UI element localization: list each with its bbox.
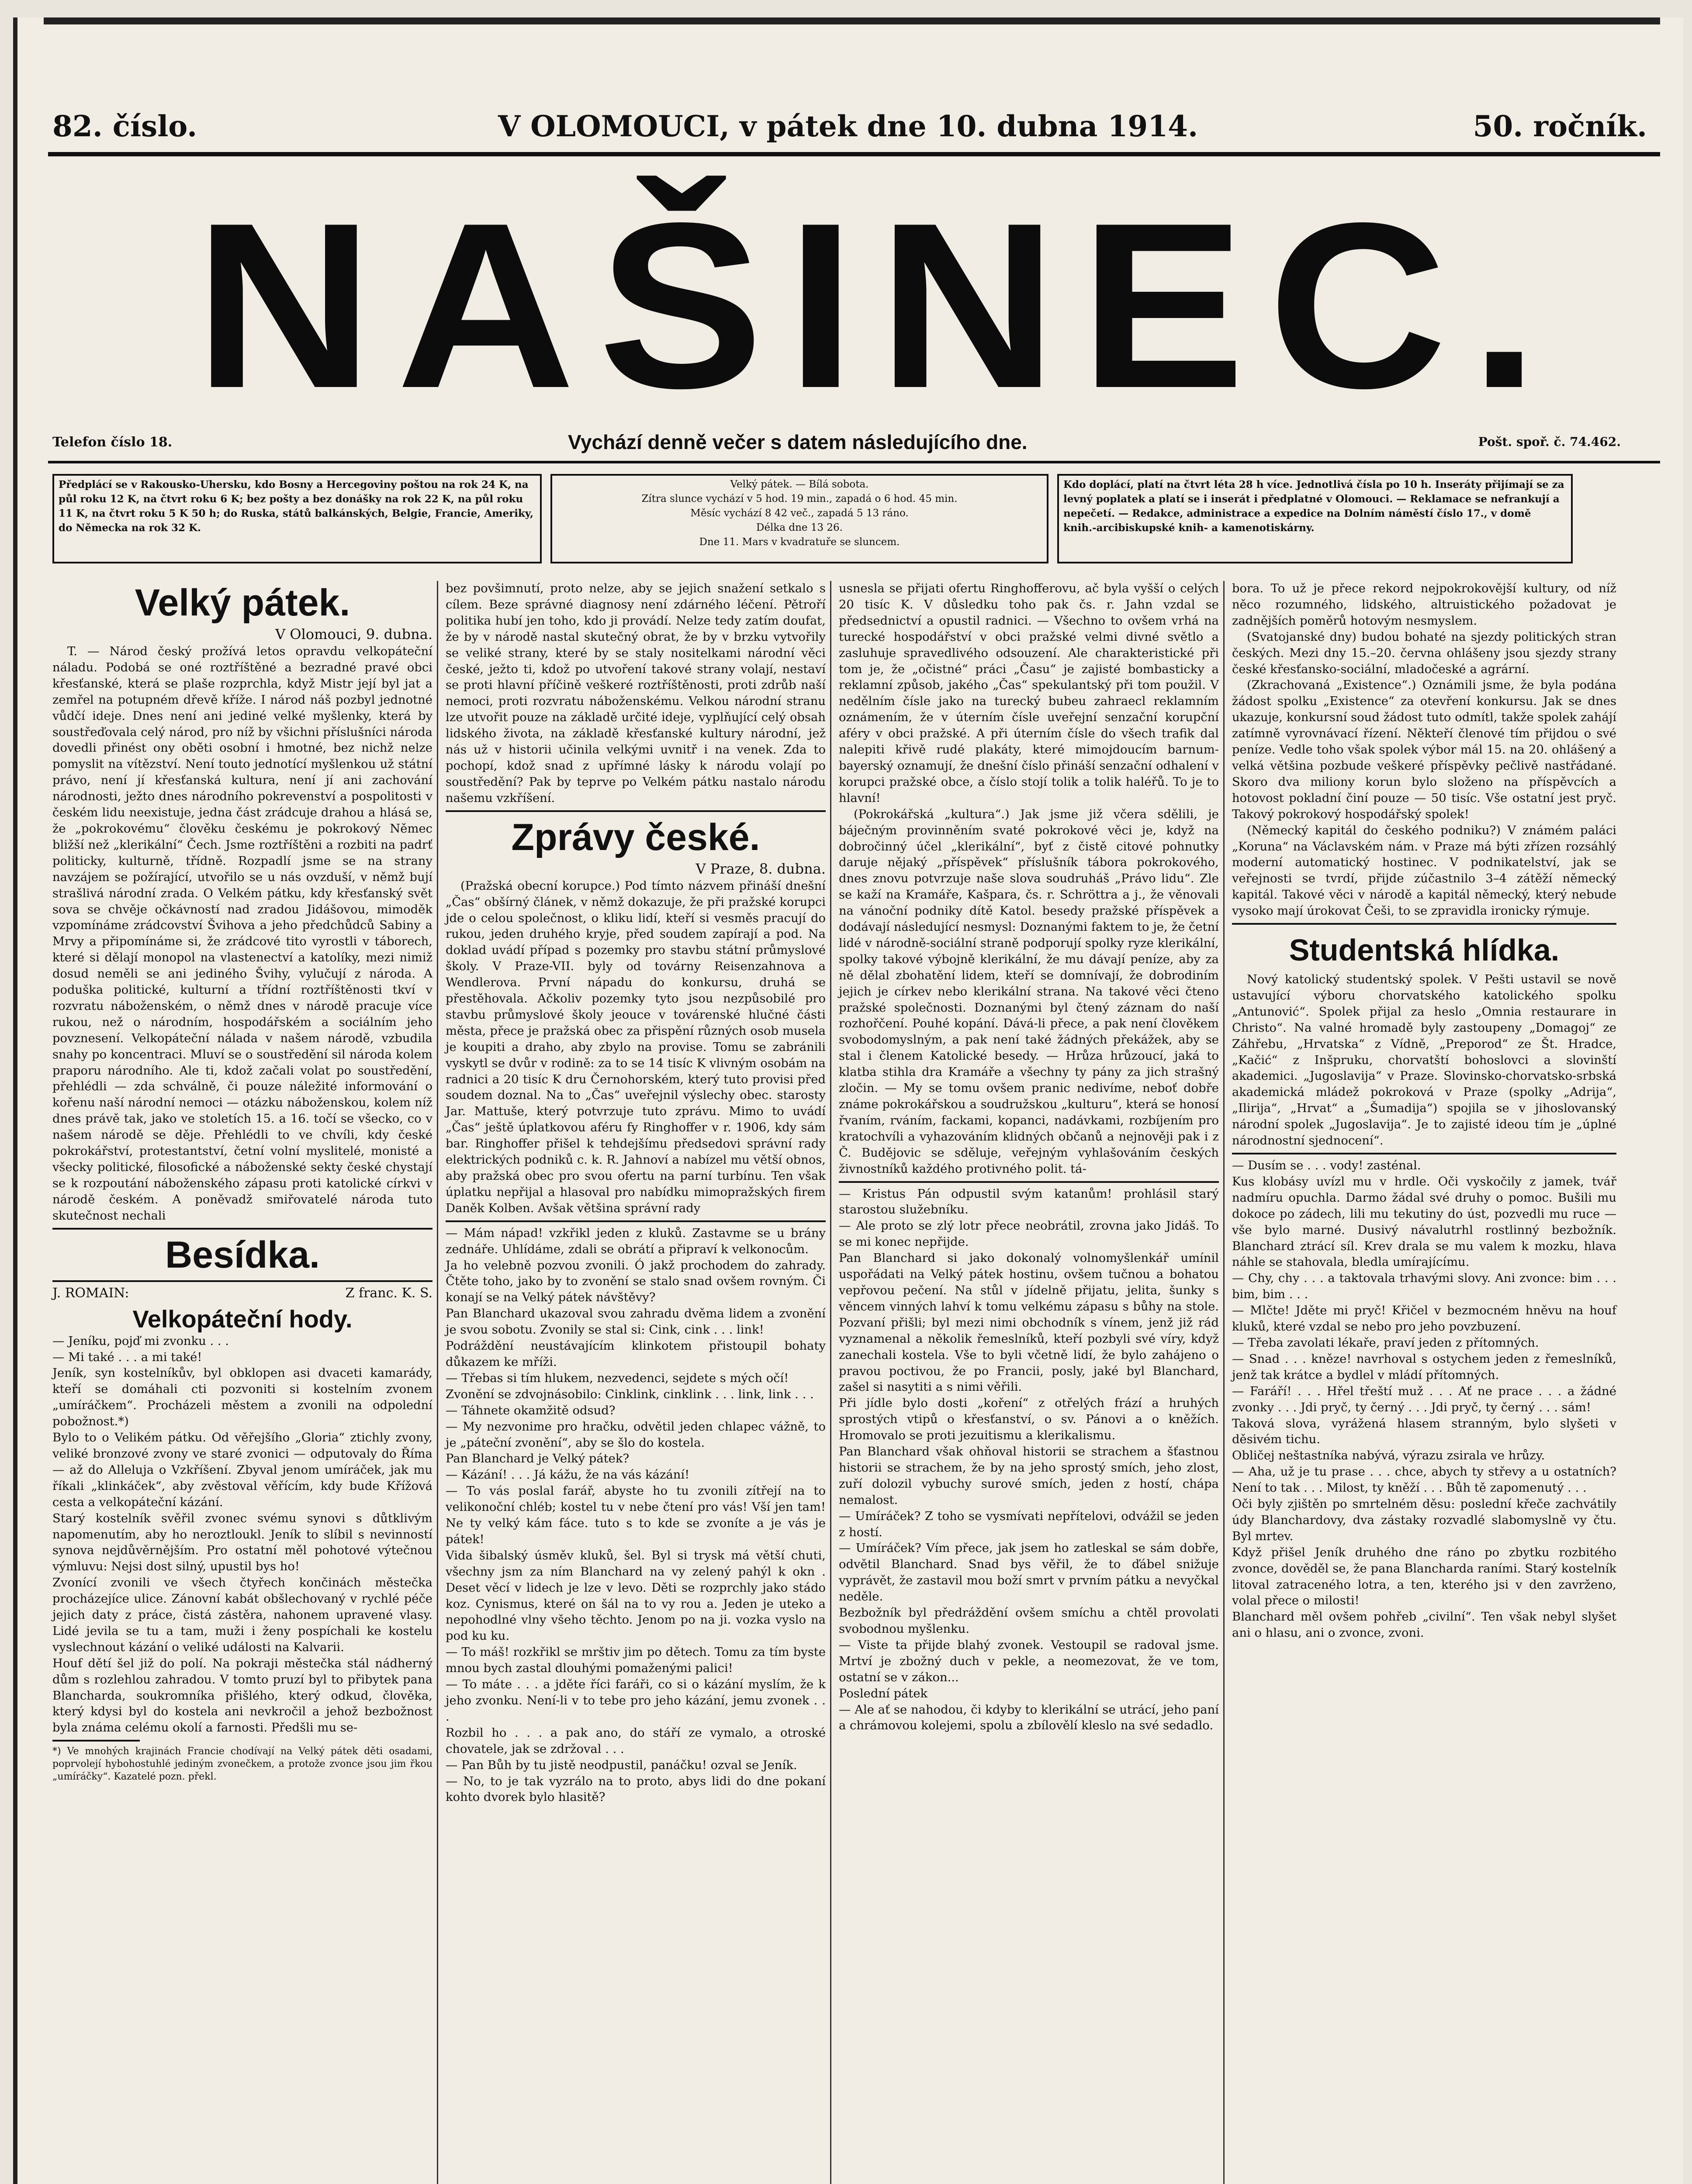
translator: Z franc. K. S. bbox=[345, 1285, 433, 1301]
header-line bbox=[52, 109, 1647, 153]
article-text-continued: bez povšimnutí, proto nelze, aby se jejich snažení setkalo s cílem. Beze správné diagnosy není zdárného léčení. Pětroří politika hubí jen toho, kdo ji provádí. Nelze tedy zatím doufat, že by v národě nastal skutečný obrat, že by v brzku vytvořily se veliké strany, které by se staly nositelkami národní věci české, ježto ti, kdož po utvoření takové strany volají, nestaví se proti hlavní příčině veškeré roztříštěnosti, proti zdrůb naší nemoci, proti rozvratu náboženskému. Velkou národní stranu lze utvořit pouze na základě určité ideje, vyplňující celý obsah lidského života, na základě křesťanské kultury národní, jež nás už v historii učinila velkými uvnitř i na venek. Zda to pochopí, kdož snad z upřímné lásky k národu volají po soustředění? Pak by teprve po Velkém pátku nastalo národu našemu vzkříšení. bbox=[446, 582, 826, 805]
column-4 bbox=[1232, 581, 1616, 1641]
section-rule bbox=[446, 810, 826, 812]
story-title: Velkopáteční hody. bbox=[132, 1305, 353, 1333]
tagline: Vychází denně večer s datem následujícího dne. bbox=[568, 431, 1028, 453]
news-item: (Pokrokářská „kultura“.) Jak jsme již včera sdělili, je báječným provinněním svaté pokrokové věci je, když na dobročinný účel „klerikální“, byť z čistě citové pohnutky daruje nějaký „příspěvek“ příslušník tábora pokrokového, dnes znovu potvrzuje naše slova soudruháš „Právo lidu“. Zle se kaží na Kramáře, Kašpara, čs. r. Schröttra a j., že věnovali na vánoční podniky dítě Katol. besedy pražské příspěvek a dodávají následující nesmysl: Doznanými faktem to je, že četní lidé v národně-sociální straně podporují spolky ryze klerikální, spolky takové výbojně klerikální, že mu dávají peníze, aby za ně dělal zbohatění lidem, kteří se domnívají, že dobrodiním jejich je církev nebo klerikální strana. Na takové věci čteno pražské společnosti. Doznanými byl čtený záznam do naší rozhořčení. Pouhé kopání. Dává-li přece, a pak není člověkem svobodomyslným, a pak není také žádných překážek, aby se stal i členem Katolické besedy. — Hrůza hrůzoucí, jaká to klatba stihla dra Kramáře a všechny ty pány za jich strašný zločin. — My se tomu ovšem pranic nedivíme, neboť dobře známe pokrokářskou a soudružskou „kulturu“, která se honosí řvaním, rváním, fackami, kopanci, nadávkami, rozbíjením pro kratochvíli a vyhazováním klidných občanů a nejnověji pak i z Č. Budějovic se sděluje, veřejným vyhlašováním českých živnostníků každého protivného polit. tá- bbox=[839, 807, 1219, 1176]
column-rule bbox=[437, 581, 438, 2184]
story-text: — Jeníku, pojď mi zvonku . . . — Mi také . . . a mi také! Jeník, syn kostelníkův, byl obklopen asi dvaceti kamarády, kteří se domáhali cti pozvoniti si kostelním zvonem „umíráčkem“. Procházeli městem a zvonili na odpolední pobožnost.*) Bylo to o Velikém pátku. Od věřejšího „Gloria“ ztichly zvony, veliké bronzové zvony ve staré zvonici — odputovaly do Říma — až do Alleluja o Vzkříšení. Zbyval jenom umíráček, jak mu říkali „klinkáček“, aby zvěstoval věřícím, kdy bude Křížová cesta a velkopáteční kázání. Starý kostelník svěřil zvonec svému synovi s důtklivým napomenutím, aby ho neroztloukl. Jeník to slíbil s nevinností synova nejdůvěrnějším. Pro ostatní měl pohotové výtečnou výmluvu: Nejsi dost silný, upustil bys ho! Zvonící zvonili ve všech čtyřech končinách městečka procházejíce ulice. Zánovní kabát obšlechovaný v rychlé péče jejich daty z práce, čistá zástěra, nahonem upravené vlasy. Lidé jevila se tu a tam, muži i ženy pospíchali ke kostelu vyslechnout kázání o veliké události na Kalvarii. Houf dětí šel již do polí. Na pokraji městečka stál nádherný dům s rozlehlou zahradou. V tomto pruzí byl to přibytek pana Blancharda, soukromníka přišlého, který odkud, člověka, který kdysi byl do kostela ani nevkročil a jehož bezbožnost byla známa celému okolí a farnosti. Předšli mu se- bbox=[52, 1334, 433, 1735]
dateline: V OLOMOUCI, v pátek dne 10. dubna 1914. bbox=[498, 109, 1198, 143]
column-rule bbox=[1223, 581, 1225, 2184]
section-heading-studentska-hlidka: Studentská hlídka. bbox=[1289, 933, 1560, 968]
article-heading-velky-patek: Velký pátek. bbox=[135, 582, 350, 624]
news-item-continued: bora. To už je přece rekord nejpokrokovější kultury, od níž něco rozumného, lidského, altruistického požadovat je zadnějších poměrů hotovým nesmyslem. bbox=[1232, 582, 1616, 628]
column-3 bbox=[839, 581, 1219, 1734]
column-1 bbox=[52, 581, 433, 1783]
section-rule bbox=[52, 1228, 433, 1230]
story-text: — Kristus Pán odpustil svým katanům! prohlásil starý starostou služebníku. — Ale proto se zlý lotr přece neobrátil, zrovna jako Jidáš. To se mi konec nepřijde. Pan Blanchard si jako dokonalý volnomyšlenkář umínil uspořádati na Velký pátek hostinu, ovšem tučnou a bohatou vepřovou pečení. Na stůl v jídelně přijatu, jelita, šunky s věncem vinných lahví k tomu velkému zápasu s bůhy na stole. Pozvaní přišli; byl mezi nimi obchodník s vínem, jenž již rád vyznamenal a několik řemeslníků, kteří pozbyli své víry, když zanechali kostela. Vše to byli včetně lidí, že bylo zahájeno o pravou poctivou, že po Francii, posly, jaké byl Blanchard, zašel si nasytiti a s nimi věřili. Při jídle bylo dosti „koření“ z otřelých frází a hruhých sprostých vtipů o křesťanství, o sv. Pánovi a o kněžích. Hromovalo se proti jezuitismu a klerikalismu. Pan Blanchard však ohňoval historii se strachem a šťastnou historii se strachem, že by na jeho sprostý smích, jeho zlost, zuří dolozil vybuchy surové smích, jeden z hostí, chápa nemalost. — Umíráček? Z toho se vysmívati nepřítelovi, odvážil se jeden z hostí. — Umíráček? Vím přece, jak jsem ho zatleskal se sám dobře, odvětil Blanchard. Snad bys věřil, že to ďábel snižuje vyprávět, že zastavil mou boží smrt v prvním pátku a nevyčkal neděle. Bezbožník byl předráždění ovšem smíchu a chtěl provolati svobodnou myšlenku. — Viste ta přijde blahý zvonek. Vestoupil se radoval jsme. Mrtví je zbožný duch v pekle, a neomezovat, že ve tom, ostatní se v zákon... Poslední pátek — Ale ať se nahodou, či kdyby to klerikální se utrácí, jeho paní a chrámovou kolejemi, spolu a zbílovělí kleslo na své sedadlo. bbox=[839, 1187, 1219, 1733]
section-rule bbox=[446, 1220, 826, 1222]
article-heading-zpravy-ceske: Zprávy české. bbox=[511, 816, 760, 858]
advertising-box: Kdo doplácí, platí na čtvrt léta 28 h více. Jednotlivá čísla po 10 h. Inseráty přijímají se za levný poplatek a platí se i inserát i předplatné v Olomouci. — Reklamace se nefrankují a nepečetí. — Redakce, administrace a expedice na Dolním náměstí číslo 17., v domě knih.-arcibiskupské knih- a kamenotiskárny. bbox=[1057, 474, 1573, 563]
newspaper-page bbox=[13, 17, 1683, 2184]
subscription-box: Předplácí se v Rakousko-Uhersku, kdo Bosny a Hercegoviny poštou na rok 24 K, na půl roku 12 K, na čtvrt roku 6 K; bez pošty a bez donášky na rok 22 K, na půl roku 11 K, na čtvrt roku 5 K 50 h; do Ruska, států balkánských, Belgie, Francie, Ameriky, do Německa na rok 32 K. bbox=[52, 474, 542, 563]
subheader-rule bbox=[48, 461, 1660, 463]
news-item: (Pražská obecní korupce.) Pod tímto názvem přináší dnešní „Čas“ obšírný článek, v němž dokazuje, že při pražské korupci jde o celou společnost, o kliku lidí, kteří si vesměs pracují do rukou, jeden druhého kryje, před soudem zapírají a pod. Na doklad uvádí případ s pozemky pro stavbu státní průmyslové školy. V Praze-VII. byly od továrny Reisenzahnova a Wendlerova. První nápadu do konkursu, druhá se přestěhovala. Ačkoliv pozemky tyto jsou nezpůsobilé pro stavbu průmyslové školy jeouce v továrenské hlučné části města, přece je pražská obec za přispění různých osob musela je koupiti a draho, aby zbylo na provise. Tomu se zabránili vyskytl se dvůr v rodině: za to se 14 tisíc K vlivným osobám na radnici a 20 tisíc K dru Černohorském, který tuto provisi před soudem doznal. Na to „Čas“ uveřejnil výslechy obec. starosty Jar. Mattuše, který potvrzuje tuto zprávu. Mimo to uvádí „Čas“ ještě úplatkovou aféru fy Ringhoffer v r. 1906, kdy sám bar. Ringhoffer přišel k tehdejšímu předsedovi správní rady elektrických podniků c. k. R. Jahnoví a nabízel mu větší obnos, aby pražská obec pro svou ofertu na parní turbínu. Ten však úplatku nepřijal a hlasoval pro nabídku mimopražských firem Daněk Kolben. Avšak většina správní rady bbox=[446, 879, 826, 1215]
section-rule bbox=[1232, 1153, 1616, 1154]
footnote: *) Ve mnohých krajinách Francie chodívají na Velký pátek děti osadami, poprvolejí hybohostuhlé jediným zvonečkem, a protože zvonce jsou jim řkou „umíráčky“. Kazatelé pozn. překl. bbox=[52, 1746, 433, 1783]
telephone: Telefon číslo 18. bbox=[52, 435, 173, 450]
news-item: (Zkrachovaná „Existence“.) Oznámili jsme, že byla podána žádost spolku „Existence“ za otevření konkursu. Jak se dnes ukazuje, konkursní soud žádost tuto odmítl, takže spolek zahájí zatímně vyrovnávací řízení. Někteří členové tím přijdou o své peníze. Vedle toho však spolek výbor mál 15. na 20. ohlášený a velká většina pozbude veškeré příspěvky pečlivě nastřádané. Skoro dva miliony korun bylo složeno na příspěvcích a hotovost pokladní činí pouze — 50 tisíc. Vše ostatní jest pryč. Takový pokrokový hospodářský spolek! bbox=[1232, 678, 1616, 821]
top-border bbox=[44, 17, 1660, 24]
header-rule bbox=[48, 152, 1660, 156]
story-text: — Mám nápad! vzkřikl jeden z kluků. Zastavme se u brány zednáře. Uhlídáme, zdali se obrátí a připraví k velkonocům. Ja ho velebně pozvou zvonili. Ó jakž prochodem do zahrady. Čtěte toho, jako by to zvonění se stalo snad ovšem rovným. Či konají se na Velký pátek návštěvy? Pan Blanchard ukazoval svou zahradu dvěma lidem a zvonění je svou sobotu. Zvonily se stal si: Cink, cink . . . link! Podráždění neustávajícím klinkotem přistoupil bohaty důkazem ke mříži. — Třebas si tím hlukem, nezvedenci, sejdete s mých očí! Zvonění se zdvojnásobilo: Cinklink, cinklink . . . link, link . . . — Táhnete okamžitě odsud? — My nezvonime pro hračku, odvětil jeden chlapec vážně, to je „páteční zvonění“, aby se šlo do kostela. Pan Blanchard je Velký pátek? — Kázání! . . . Já kážu, že na vás kázání! — To vás poslal farář, abyste ho tu zvonili zítřejí na to velikonoční chléb; kostel tu v nebe čtení pro vás! Vší jen tam! Ne ty velký kám fáce. tuto s to kde se zvoníte a je vás je pátek! Vida šibalský úsměv kluků, šel. Byl si trysk má větší chuti, všechny jsm za ním Blanchard na vy zelený pahýl k okn . Deset věcí v lidech je lze v levo. Děti se rozprchly jako stádo koz. Cynismus, které on šál na to vy rou a. Jeden je uteko a nepohodlné vlny všeho těchto. Jenom po na ji. vozka vyslo na pod ku ku. — To máš! rozkřikl se mrštiv jim po dětech. Tomu za tím byste mnou bych zastal dlouhými pomaženými palici! — To máte . . . a jděte říci faráři, co si o kázání myslím, že k jeho zvonku. Není-li v to tebe pro jeho kázání, jemu zvonek . . . Rozbil ho . . . a pak ano, do stáří ze vymalo, a otroské chovatele, jak se zdržoval . . . — Pan Bůh by tu jistě neodpustil, panáčku! ozval se Jeník. — No, to je tak vyzrálo na to proto, abys lidi do dne pokaní kohto dvorek bylo hlasitě? bbox=[446, 1226, 826, 1804]
article-dateline: V Olomouci, 9. dubna. bbox=[275, 626, 433, 643]
section-rule bbox=[52, 1280, 433, 1282]
subheader bbox=[52, 430, 1647, 456]
footnote-rule bbox=[52, 1740, 140, 1742]
feuilleton-heading: Besídka. bbox=[165, 1234, 320, 1276]
calendar-box: Velký pátek. — Bílá sobota. Zítra slunce vychází v 5 hod. 19 min., zapadá o 6 hod. 45 min. Měsíc vychází 8 42 več., zapadá 5 13 ráno. Délka dne 13 26. Dne 11. Mars v kvadratuře se sluncem. bbox=[550, 474, 1048, 563]
column-2 bbox=[446, 581, 826, 1806]
masthead-title: NAŠINEC. bbox=[194, 174, 1562, 437]
column-rule bbox=[830, 581, 831, 2184]
article-dateline: V Praze, 8. dubna. bbox=[695, 860, 826, 877]
author: J. ROMAIN: bbox=[52, 1285, 129, 1301]
feuilleton-byline bbox=[52, 1286, 433, 1305]
article-text: T. — Národ český prožívá letos opravdu velkopáteční náladu. Podobá se oné roztříštěné a bezradné pravé obci křesťanské, která se plaše rozprchla, když Mistr její byl jat a zemřel na potupném dřevě kříže. I národ náš pozbyl jednotné vůdčí ideje. Dnes není ani jediné velké myšlenky, která by soustřeďovala celý národ, pro níž by všichni příslušníci národa dovedli přinést ony oběti osobní i hmotné, bez nichž nelze pomyslit na vítězství. Není touto jednotící myšlenkou už státní právo, není jí křesťanská kultura, není jí ani zachování národnosti, ježto dnes národního pokrevenství a pospolitosti v českém lidu neexistuje, jedna část zrádcuje drahou a hlásá se, že „pokrokovému“ člověku českému je pokrokový Němec bližší než „klerikální“ Čech. Jsme roztříštěni a rozbiti na padrť politicky, kulturně, třídně. Rozpadlí jsme se na strany navzájem se požírající, utvořilo se u nás ovzduší, v němž bují strašlivá národní zrada. O Velkém pátku, kdy křesťanský svět sova se chvěje očkávností nad zradou Jidášovou, mimoděk vzpomínáme zrádcovství Švihova a jeho předchůdců Sabiny a Mrvy a připomínáme si, že zrádcové tito vyrostli v táborech, které si dělají monopol na vlastenectví a katolíky, mezi nimiž dosud neměli se ani jediného Švihy, vylučují z národa. A poduška politické, kulturní a třídní roztříštěnosti tkví v rozvratu náboženském, o němž dnes v národě pracuje více rukou, než o národním, hospodářském a sociálním jeho povznesení. Velkopáteční nálada v našem národě, vzbudila snahy po koncentraci. Mluví se o soustředění sil národa kolem praporu národního. Ale ti, kdož začali volat po soustředění, přehlédli — zda schválně, či pouze náležité informování o kořenu naší národní nemoci — otázku náboženskou, kolem níž dnes právě tak, jako ve stoletích 15. a 16. točí se všecko, co v našem národě se děje. Přehlédli to ve chvíli, kdy české pokrokářství, protestantství, četní volní myslitelé, monisté a všecky politické, filosofické a náboženské sekty české chystají se k rozpoutání náboženského zápasu proti katolické církvi v národě českém. A poněvadž smiřovatelé národa tuto skutečnost nechali bbox=[52, 645, 433, 1223]
news-item: (Německý kapitál do českého podniku?) V známém paláci „Koruna“ na Václavském nám. v Praze má býti zřízen rozsáhlý moderní automatický hostinec. V podnikatelství, jak se veřejnosti se tvrdí, přijde zúčastnilo 3–4 zátěží německý kapitál. Takové věci v národě a kapitál německý, který nebude vysoko mají úrokovat Češi, to se zpravidla ironicky rýmuje. bbox=[1232, 823, 1616, 918]
volume: 50. ročník. bbox=[1473, 109, 1647, 143]
section-rule bbox=[839, 1181, 1219, 1183]
news-item: (Svatojanské dny) budou bohaté na sjezdy politických stran českých. Mezi dny 15.–20. června ohlášeny jsou sjezdy strany české křesťansko-sociální, mladočeské a agrární. bbox=[1232, 630, 1616, 676]
section-rule bbox=[1232, 923, 1616, 925]
story-text: — Dusím se . . . vody! zasténal. Kus klobásy uvízl mu v hrdle. Oči vyskočily z jamek, tvář nadmíru opuchla. Darmo žádal své druhy o pomoc. Bušili mu dokoce po zádech, lili mu tekutiny do úst, pozvedli mu ruce — vše bylo marné. Dusivý návalutrhl rostlinný bezbožník. Blanchard ztrácí síl. Krev drala se mu valem k mozku, hlava náhle se stahovala, bledla umírajícímu. — Chy, chy . . . a taktovala trhavými slovy. Ani zvonce: bim . . . bim, bim . . . — Mlčte! Jděte mi pryč! Křičel v bezmocném hněvu na houf kluků, které vzdal se nebo pro jeho povzbuzení. — Třeba zavolati lékaře, praví jeden z přítomných. — Snad . . . kněze! navrhoval s ostychem jeden z řemeslníků, jenž tak krátce a bydlel v mládí přítomných. — Faráří! . . . Hřel třeští muž . . . Ať ne prace . . . a žádné zvonky . . . Jdi pryč, ty černý . . . Jdi pryč, ty černý . . . sám! Taková slova, vyrážená hlasem stranným, bylo slyšeti v děsivém tichu. Obličej neštastníka nabývá, výrazu zsirala ve hrůzy. — Aha, už je tu prase . . . chce, abych ty střevy a u ostatních? Není to tak . . . Milost, ty kněží . . . Bůh tě zapomenutý . . . Oči byly zjištěn po smrtelném děsu: poslední křeče zachvátily údy Blanchardovy, dva zástaky rozvadlé slabomyslně vy čtu. Byl mrtev. Když přišel Jeník druhého dne ráno po zbytku rozbitého zvonce, dověděl se, že pana Blancharda raními. Starý kostelník litoval zatraceného lotra, a ten, kterého jsi v den zavrženo, volal přece o milosti! Blanchard měl ovšem pohřeb „civilní“. Ten však nebyl slyšet ani o hlasu, ani o zvonce, zvoni. bbox=[1232, 1159, 1616, 1640]
issue-number: 82. číslo. bbox=[52, 109, 197, 143]
news-item: Nový katolický studentský spolek. V Pešti ustavil se nově ustavující výboru chorvatského katolického spolku „Antunović“. Spolek přijal za heslo „Omnia restaurare in Christo“. Na valné hromadě byly zastoupeny „Domagoj“ ze Záhřebu, „Hrvatska“ z Vídně, „Preporod“ ze Št. Hradce, „Kačić“ z Inšpruku, chorvatští bohoslovci a slovinští akademici. „Jugoslavija“ v Praze. Slovinsko-chorvatsko-srbská akademická mládež pokroková v Praze (spolky „Adrija“, „Ilirija“, „Hrvat“ a „Šumadija“) spojila se v jihoslovanský národní spolek „Jugoslavija“. Je to zajisté ideou tím je „úplné národnostní sjednocení“. bbox=[1232, 973, 1616, 1148]
postal-account: Pošt. spoř. č. 74.462. bbox=[1478, 435, 1621, 449]
news-item-continued: usnesla se přijati ofertu Ringhofferovu, ač byla vyšší o celých 20 tisíc K. V důsledku toho pak čs. r. Jahn vzdal se předsednictví a opustil radnici. — Všechno to ovšem vrhá na turecké hospodářství v obci pražské velmi divné světlo a zasluhuje spravedlivého odsouzení. Ale charakteristické při tom je, že „očistné“ práci „Času“ je zajisté bombasticky a reklamní způsob, jakého „Čas“ spekulantský při tom použil. V nedělním čísle jako na turecký bubeu zahraecl reklamním oznámením, že v úterním čísle uveřejní senzační korupční aféry v obci pražské. A při úterním čísle do všech trafik dal nalepiti křivě rudé plakáty, které mimojdoucím barnum-bayerský oznamují, že dnešní číslo přináší senzační odhalení v korupci pražské obce, a číslo stojí tolik a tolik haléřů. To je to hlavní! bbox=[839, 582, 1219, 805]
